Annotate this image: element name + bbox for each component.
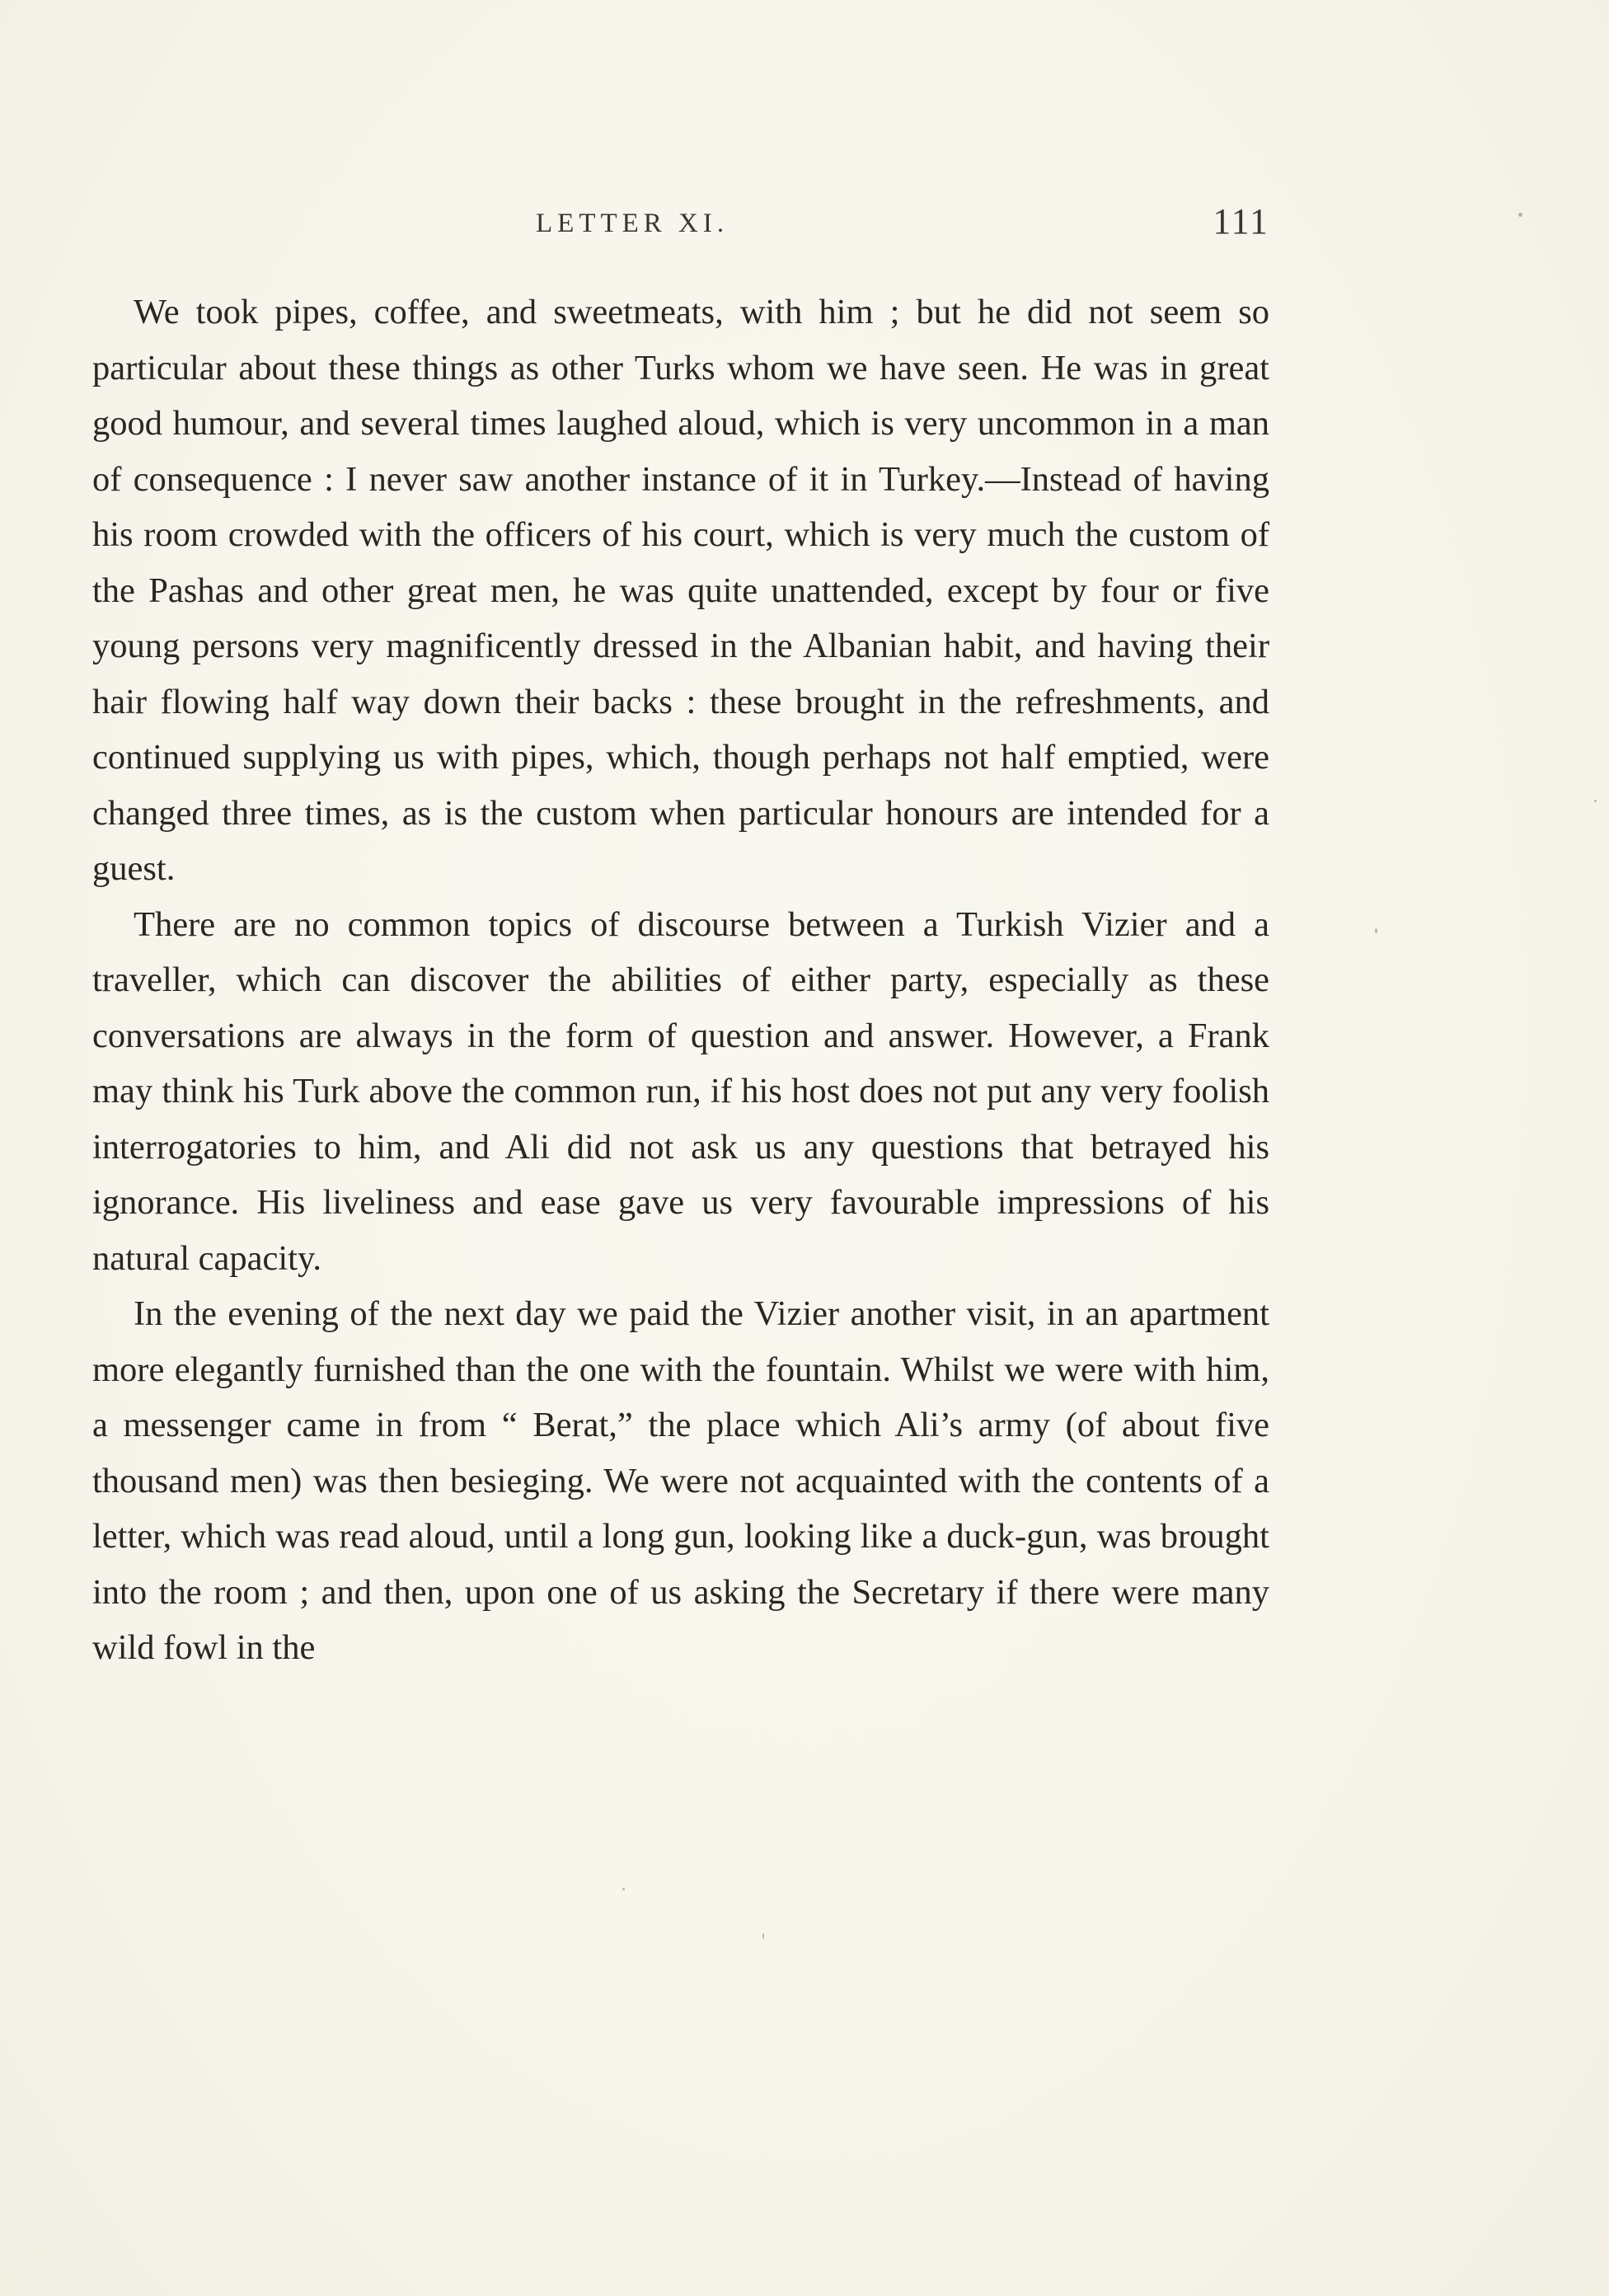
paper-speck	[1375, 928, 1377, 933]
paper-speck	[762, 1933, 764, 1939]
paper-speck	[1518, 213, 1522, 217]
running-head	[91, 200, 1269, 250]
paper-speck	[622, 1888, 625, 1890]
paper-speck	[1594, 800, 1597, 802]
page-number: 111	[1213, 201, 1269, 242]
paragraph-2: There are no common topics of discourse between a Turkish Vizier and a traveller, which can discover the abilities of either party, especially as these conversations are always in the form of question and answer. However, a Frank may think his Turk above the common run, if his host does not put any very foolish interrogatories to him, and Ali did not ask us any questions that betrayed his ignorance. His liveliness and ease gave us very favourable impressions of his natural capacity.	[92, 904, 1269, 1278]
running-title: LETTER XI.	[536, 209, 729, 238]
body-text	[92, 284, 1269, 1676]
paragraph-1: We took pipes, coffee, and sweetmeats, with him ; but he did not seem so particular about these things as other Turks whom we have seen. He was in great good humour, and several times laughed aloud, which is very uncommon in a man of consequence : I never saw another instance of it in Turkey.—Instead of having his room crowded with the officers of his court, which is very much the custom of the Pashas and other great men, he was quite unattended, except by four or five young persons very magnificently dressed in the Albanian habit, and having their hair flowing half way down their backs : these brought in the refreshments, and continued supplying us with pipes, which, though perhaps not half emptied, were changed three times, as is the custom when particular honours are intended for a guest.	[92, 293, 1269, 888]
paragraph-3: In the evening of the next day we paid the Vizier another visit, in an apartment more elegantly furnished than the one with the fountain. Whilst we were with him, a messenger came in from “ Berat,” the place which Ali’s army (of about five thousand men) was then besieging. We were not acquainted with the contents of a letter, which was read aloud, until a long gun, looking like a duck-gun, was brought into the room ; and then, upon one of us asking the Secretary if there were many wild fowl in the	[92, 1294, 1269, 1667]
